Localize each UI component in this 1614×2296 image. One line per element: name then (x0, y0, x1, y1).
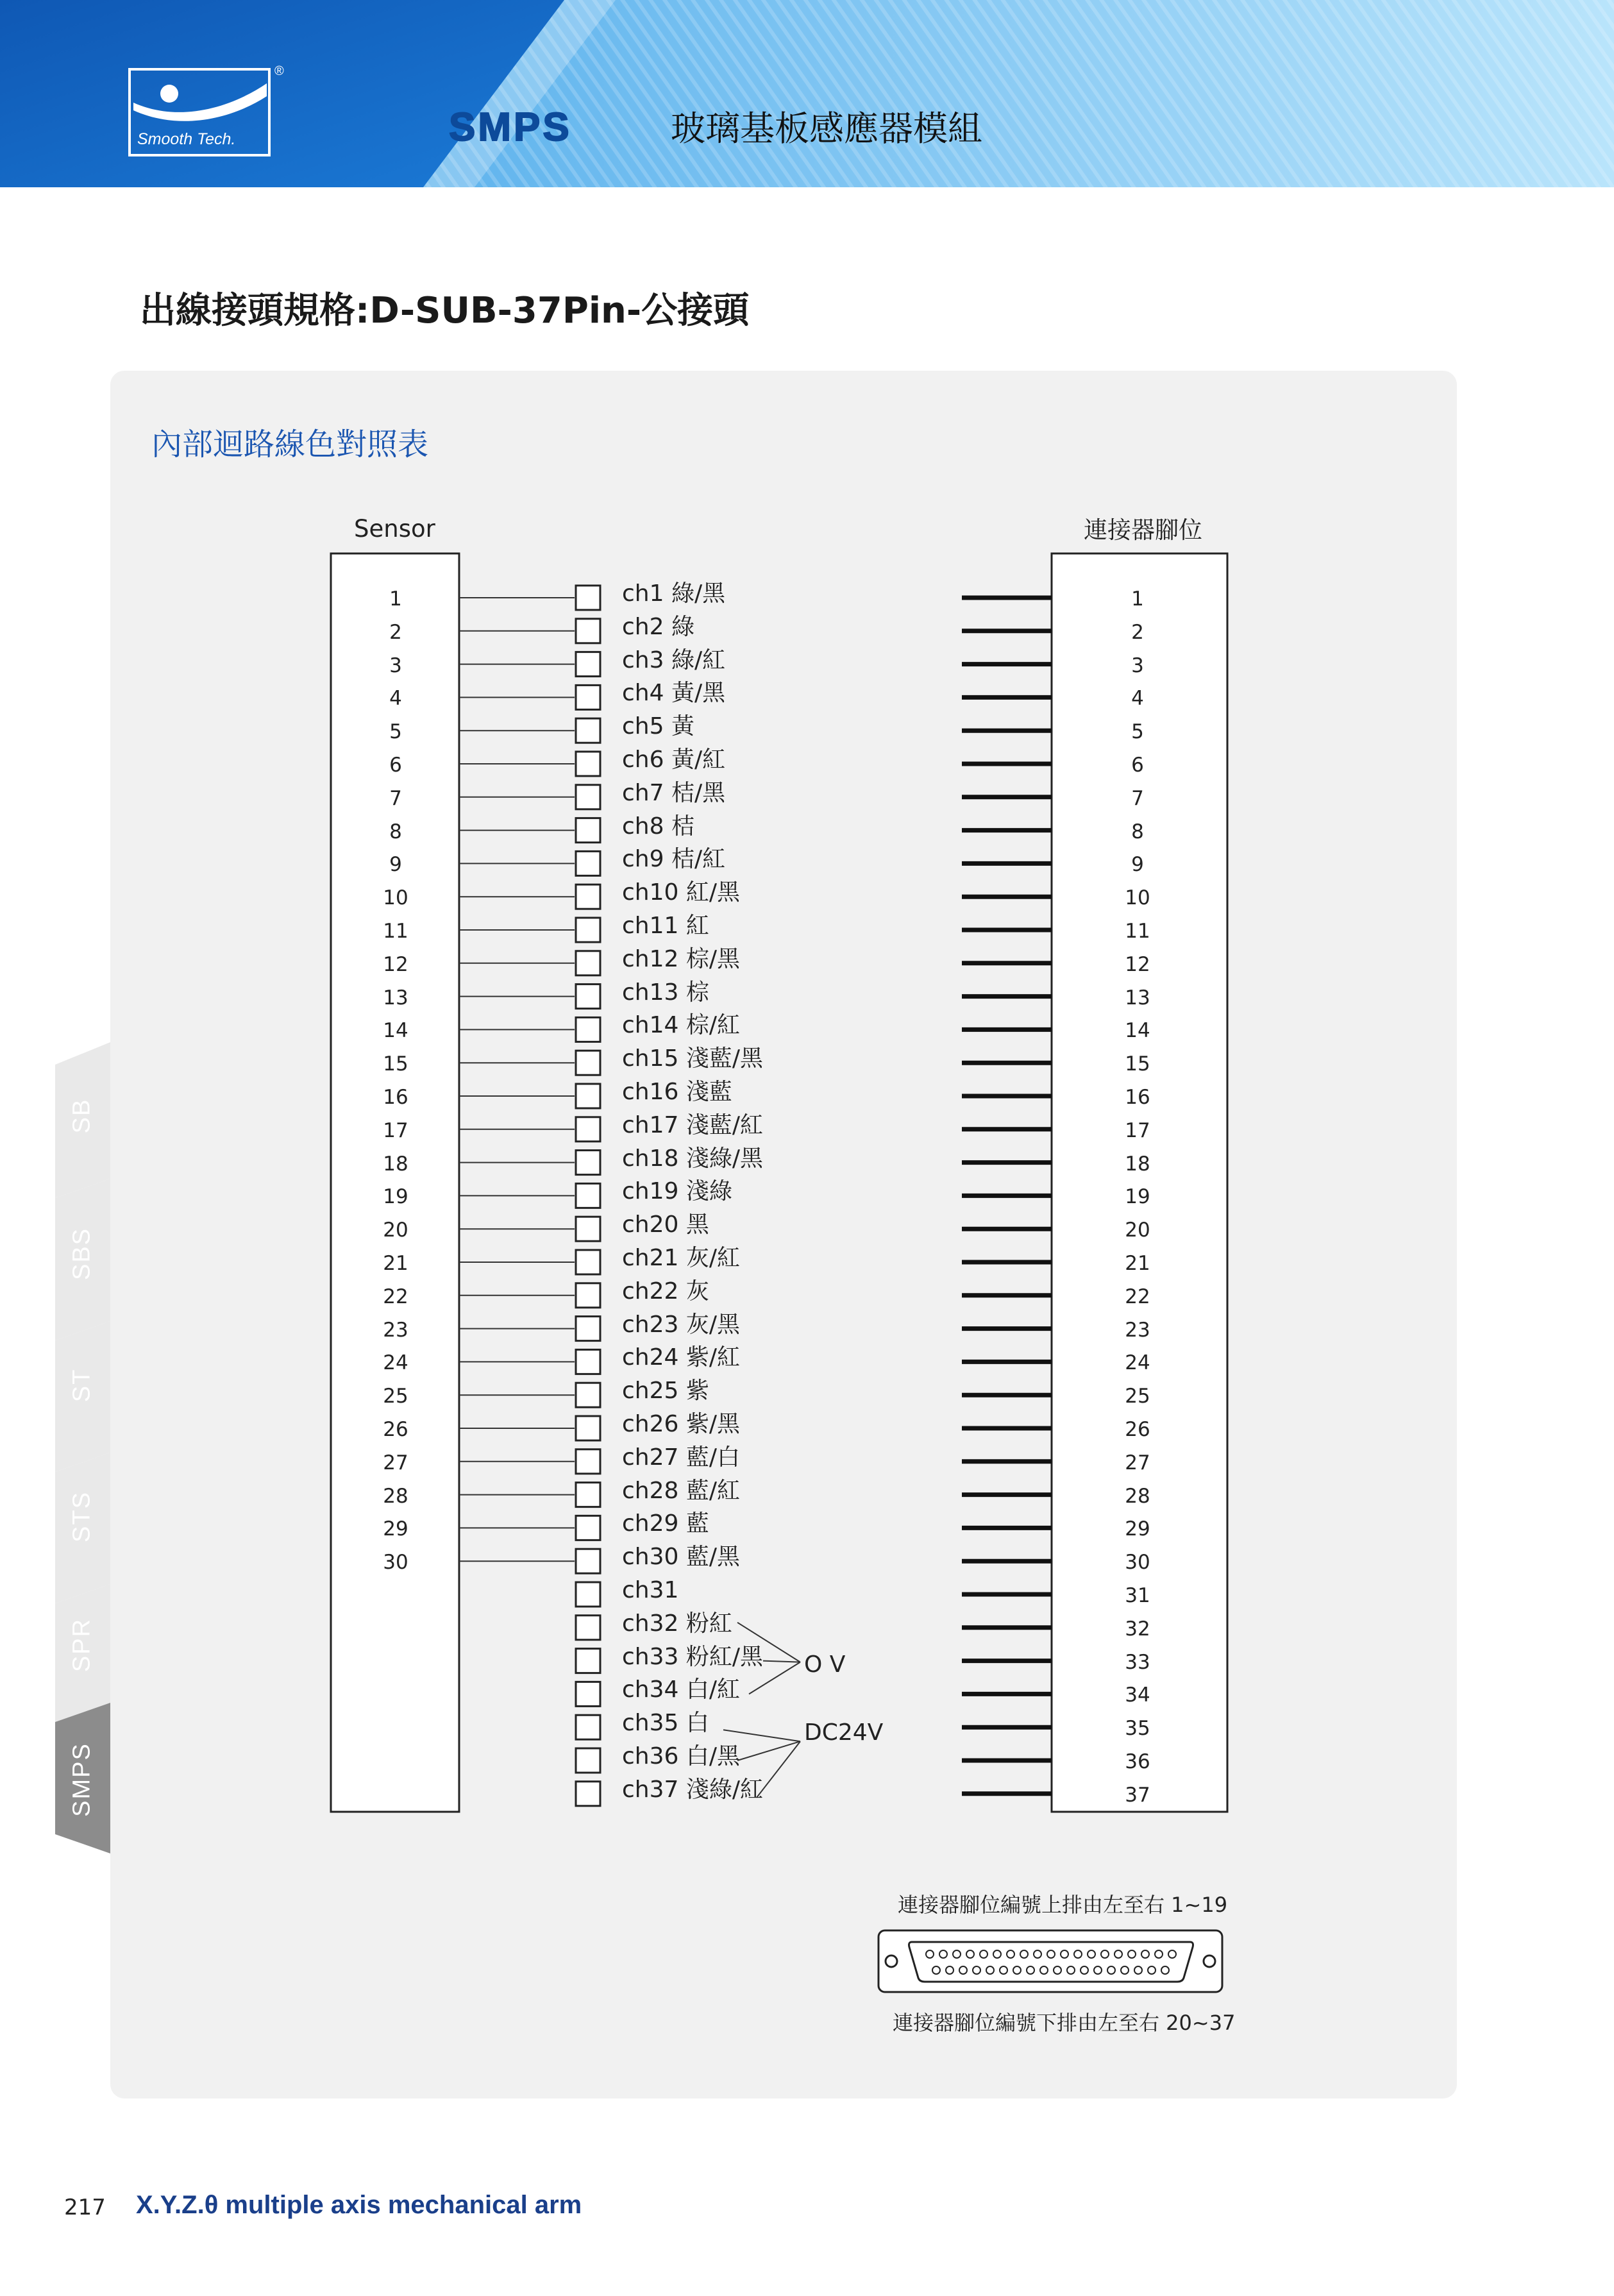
terminal-square (576, 785, 600, 809)
channel-label: ch27 藍/白 (622, 1444, 740, 1471)
connector-pin-number: 4 (1131, 687, 1144, 711)
channel-label: ch17 淺藍/紅 (622, 1111, 763, 1138)
sensor-pin-number: 17 (383, 1118, 408, 1142)
terminal-square (576, 1449, 600, 1474)
dsub-pin-top (1047, 1950, 1055, 1958)
dsub-pin-top (1114, 1950, 1122, 1958)
channel-label: ch29 藍 (622, 1510, 709, 1537)
connector-pin-number: 5 (1131, 720, 1144, 744)
channel-label: ch37 淺綠/紅 (622, 1776, 763, 1803)
terminal-square (576, 586, 600, 610)
channel-label: ch28 藍/紅 (622, 1477, 740, 1504)
dsub-pin-bottom (1027, 1966, 1034, 1974)
dc-connector-line (723, 1730, 800, 1741)
dsub-pin-bottom (1000, 1966, 1007, 1974)
connector-pin-number: 22 (1125, 1285, 1150, 1308)
channel-label: ch7 桔/黑 (622, 779, 726, 806)
ov-label: O V (804, 1651, 846, 1678)
sensor-pin-number: 26 (383, 1418, 408, 1441)
terminal-square (576, 1416, 600, 1440)
channel-label: ch25 紫 (622, 1378, 709, 1405)
channel-label: ch18 淺綠/黑 (622, 1145, 763, 1172)
connector-pin-number: 13 (1125, 986, 1150, 1009)
connector-pin-number: 19 (1125, 1185, 1150, 1209)
connector-pin-number: 33 (1125, 1650, 1150, 1674)
connector-pin-number: 12 (1125, 952, 1150, 976)
terminal-square (576, 1151, 600, 1175)
connector-pin-number: 29 (1125, 1517, 1150, 1541)
sensor-pin-number: 5 (389, 720, 402, 744)
sensor-pin-number: 13 (383, 986, 408, 1009)
connector-pin-number: 16 (1125, 1086, 1150, 1109)
sensor-pin-number: 3 (389, 654, 402, 677)
connector-pin-number: 21 (1125, 1252, 1150, 1275)
dsub-pin-bottom (959, 1966, 967, 1974)
channel-label: ch33 粉紅/黑 (622, 1643, 763, 1670)
footer-title: X.Y.Z.θ multiple axis mechanical arm (136, 2191, 582, 2219)
connector-pin-number: 36 (1125, 1750, 1150, 1773)
dsub-pin-top (939, 1950, 947, 1958)
terminal-square (576, 1782, 600, 1806)
page-number: 217 (64, 2195, 106, 2220)
channel-label: ch8 桔 (622, 813, 694, 840)
terminal-square (576, 1682, 600, 1706)
registered-mark: ® (274, 64, 284, 78)
sensor-pin-number: 7 (389, 786, 402, 810)
dsub-pin-top (980, 1950, 988, 1958)
channel-label: ch26 紫/黑 (622, 1411, 740, 1437)
channel-label: ch4 黃/黑 (622, 680, 726, 707)
sensor-pin-number: 30 (383, 1551, 408, 1574)
terminal-square (576, 884, 600, 909)
sensor-pin-number: 15 (383, 1052, 408, 1076)
dsub-pin-bottom (946, 1966, 954, 1974)
connector-pin-number: 15 (1125, 1052, 1150, 1076)
channel-label: ch36 白/黑 (622, 1743, 740, 1769)
dc24v-label: DC24V (804, 1719, 884, 1746)
terminal-square (576, 1483, 600, 1507)
dsub-pin-top (1007, 1950, 1014, 1958)
dsub-pin-top (993, 1950, 1001, 1958)
brand-name: SMPS (449, 105, 572, 149)
terminal-square (576, 1616, 600, 1640)
dsub-pin-top (1034, 1950, 1041, 1958)
terminal-square (576, 1649, 600, 1673)
side-tab-sts[interactable]: STS (68, 1491, 96, 1542)
sensor-pin-number: 23 (383, 1318, 408, 1342)
dsub-screw-right (1204, 1955, 1215, 1967)
dsub-pin-top (1074, 1950, 1082, 1958)
sensor-pin-number: 22 (383, 1285, 408, 1308)
terminal-square (576, 1582, 600, 1607)
channel-label: ch23 灰/黑 (622, 1311, 740, 1338)
dsub-pin-top (1168, 1950, 1176, 1958)
connector-pin-number: 7 (1131, 786, 1144, 810)
dsub-pin-bottom (1121, 1966, 1129, 1974)
sensor-pin-number: 14 (383, 1019, 408, 1043)
sensor-pin-number: 4 (389, 687, 402, 711)
terminal-square (576, 1117, 600, 1142)
dsub-pin-bottom (1094, 1966, 1102, 1974)
channel-label: ch2 綠 (622, 613, 694, 640)
dsub-pin-bottom (1107, 1966, 1115, 1974)
dsub-pin-bottom (986, 1966, 994, 1974)
sensor-pin-number: 21 (383, 1252, 408, 1275)
dsub-pin-bottom (1161, 1966, 1169, 1974)
channel-label: ch24 紫/紅 (622, 1344, 740, 1371)
channel-label: ch10 紅/黑 (622, 879, 740, 906)
dsub-screw-left (886, 1955, 897, 1967)
channel-label: ch9 桔/紅 (622, 846, 726, 873)
dsub-pin-bottom (1148, 1966, 1156, 1974)
terminal-square (576, 818, 600, 843)
sensor-pin-number: 1 (389, 587, 402, 611)
channel-label: ch6 黃/紅 (622, 747, 726, 773)
dsub-pin-top (966, 1950, 974, 1958)
terminal-square (576, 752, 600, 776)
side-tab-spr[interactable]: SPR (68, 1617, 96, 1673)
channel-label: ch16 淺藍 (622, 1079, 732, 1105)
channel-label: ch13 棕 (622, 979, 709, 1006)
sensor-pin-number: 24 (383, 1351, 408, 1375)
dsub-pin-top (1128, 1950, 1136, 1958)
connector-pin-number: 31 (1125, 1584, 1150, 1607)
sensor-pin-number: 11 (383, 920, 408, 943)
dsub-pin-bottom (1040, 1966, 1048, 1974)
channel-label: ch12 棕/黑 (622, 945, 740, 972)
dsub-pin-top (1020, 1950, 1028, 1958)
connector-pin-number: 3 (1131, 654, 1144, 677)
terminal-square (576, 918, 600, 942)
channel-label: ch14 棕/紅 (622, 1012, 740, 1039)
channel-label: ch3 綠/紅 (622, 646, 726, 673)
connector-pin-number: 37 (1125, 1783, 1150, 1807)
product-subtitle: 玻璃基板感應器模組 (671, 108, 982, 149)
dsub-pin-top (1141, 1950, 1149, 1958)
dsub-pin-bottom (1067, 1966, 1075, 1974)
panel-title: 內部迴路線色對照表 (151, 426, 429, 462)
terminal-square (576, 851, 600, 875)
channel-label: ch30 藍/黑 (622, 1544, 740, 1571)
sensor-pin-number: 16 (383, 1086, 408, 1109)
channel-label: ch32 粉紅 (622, 1610, 732, 1637)
sensor-pin-number: 20 (383, 1219, 408, 1242)
channel-label: ch11 紅 (622, 913, 709, 939)
sensor-pin-number: 12 (383, 952, 408, 976)
connector-top-caption: 連接器腳位編號上排由左至右 1~19 (898, 1893, 1228, 1917)
sensor-pin-number: 18 (383, 1152, 408, 1176)
dc-connector-line (757, 1741, 800, 1798)
terminal-square (576, 1349, 600, 1374)
ov-connector-line (763, 1661, 800, 1662)
terminal-square (576, 619, 600, 643)
side-tab-st[interactable]: ST (68, 1368, 96, 1403)
sensor-pin-number: 9 (389, 853, 402, 877)
connector-pin-number: 23 (1125, 1318, 1150, 1342)
terminal-square (576, 1250, 600, 1274)
channel-label: ch1 綠/黑 (622, 580, 726, 607)
channel-label: ch35 白 (622, 1710, 709, 1737)
terminal-square (576, 1549, 600, 1573)
channel-label: ch31 (622, 1577, 679, 1603)
channel-label: ch5 黃 (622, 713, 694, 740)
terminal-square (576, 718, 600, 743)
connector-pin-number: 6 (1131, 754, 1144, 777)
terminal-square (576, 1383, 600, 1407)
sensor-pin-number: 8 (389, 820, 402, 843)
connector-pin-number: 9 (1131, 853, 1144, 877)
connector-pin-number: 10 (1125, 886, 1150, 910)
dsub-pin-bottom (1013, 1966, 1021, 1974)
dsub-pin-bottom (932, 1966, 940, 1974)
channel-label: ch15 淺藍/黑 (622, 1045, 763, 1072)
connector-pin-number: 26 (1125, 1418, 1150, 1441)
terminal-square (576, 1051, 600, 1075)
sensor-pin-number: 28 (383, 1484, 408, 1508)
connector-pin-number: 18 (1125, 1152, 1150, 1176)
channel-label: ch19 淺綠 (622, 1178, 732, 1205)
terminal-square (576, 1217, 600, 1241)
connector-pin-number: 30 (1125, 1551, 1150, 1574)
connector-bottom-caption: 連接器腳位編號下排由左至右 20~37 (893, 2011, 1236, 2035)
dsub-pin-bottom (1054, 1966, 1061, 1974)
dsub-pin-top (953, 1950, 961, 1958)
terminal-square (576, 685, 600, 709)
connector-pin-number: 32 (1125, 1617, 1150, 1641)
connector-pin-number: 1 (1131, 587, 1144, 611)
dsub-pin-top (1061, 1950, 1068, 1958)
connector-pin-number: 25 (1125, 1385, 1150, 1408)
dsub-pin-top (1101, 1950, 1109, 1958)
terminal-square (576, 1017, 600, 1042)
terminal-square (576, 1748, 600, 1773)
connector-pin-number: 24 (1125, 1351, 1150, 1375)
dsub-connector-face (909, 1942, 1193, 1982)
terminal-square (576, 1084, 600, 1108)
terminal-square (576, 1183, 600, 1208)
connector-pin-number: 2 (1131, 620, 1144, 644)
dsub-pin-bottom (973, 1966, 980, 1974)
channel-label: ch21 灰/紅 (622, 1245, 740, 1271)
side-tab-sb[interactable]: SB (68, 1098, 96, 1134)
sensor-pin-number: 2 (389, 620, 402, 644)
channel-label: ch20 黑 (622, 1211, 709, 1238)
connector-pin-number: 34 (1125, 1684, 1150, 1707)
dc-connector-line (737, 1741, 800, 1760)
page-title: 出線接頭規格:D-SUB-37Pin-公接頭 (140, 290, 750, 332)
terminal-square (576, 652, 600, 677)
connector-label: 連接器腳位 (1084, 516, 1202, 544)
terminal-square (576, 951, 600, 975)
dsub-pin-bottom (1134, 1966, 1142, 1974)
sensor-pin-number: 10 (383, 886, 408, 910)
dsub-pin-top (926, 1950, 934, 1958)
sensor-pin-number: 29 (383, 1517, 408, 1541)
sensor-label: Sensor (354, 515, 435, 543)
terminal-square (576, 1317, 600, 1341)
terminal-square (576, 1515, 600, 1540)
terminal-square (576, 984, 600, 1009)
channel-label: ch34 白/紅 (622, 1676, 740, 1703)
sensor-pin-number: 27 (383, 1451, 408, 1474)
side-tab-smps[interactable]: SMPS (68, 1743, 96, 1817)
terminal-square (576, 1283, 600, 1308)
dsub-pin-top (1155, 1950, 1163, 1958)
connector-pin-number: 27 (1125, 1451, 1150, 1474)
channel-label: ch22 灰 (622, 1278, 709, 1304)
dsub-pin-top (1088, 1950, 1095, 1958)
side-tab-sbs[interactable]: SBS (68, 1227, 96, 1281)
connector-pin-number: 28 (1125, 1484, 1150, 1508)
connector-pin-number: 17 (1125, 1118, 1150, 1142)
connector-pin-number: 35 (1125, 1717, 1150, 1741)
sensor-pin-number: 19 (383, 1185, 408, 1209)
dsub-pin-bottom (1080, 1966, 1088, 1974)
sensor-pin-number: 6 (389, 754, 402, 777)
connector-pin-number: 11 (1125, 920, 1150, 943)
terminal-square (576, 1715, 600, 1739)
sensor-pin-number: 25 (383, 1385, 408, 1408)
connector-pin-number: 8 (1131, 820, 1144, 843)
connector-pin-number: 14 (1125, 1019, 1150, 1043)
logo-text: Smooth Tech. (137, 130, 236, 148)
connector-pin-number: 20 (1125, 1219, 1150, 1242)
